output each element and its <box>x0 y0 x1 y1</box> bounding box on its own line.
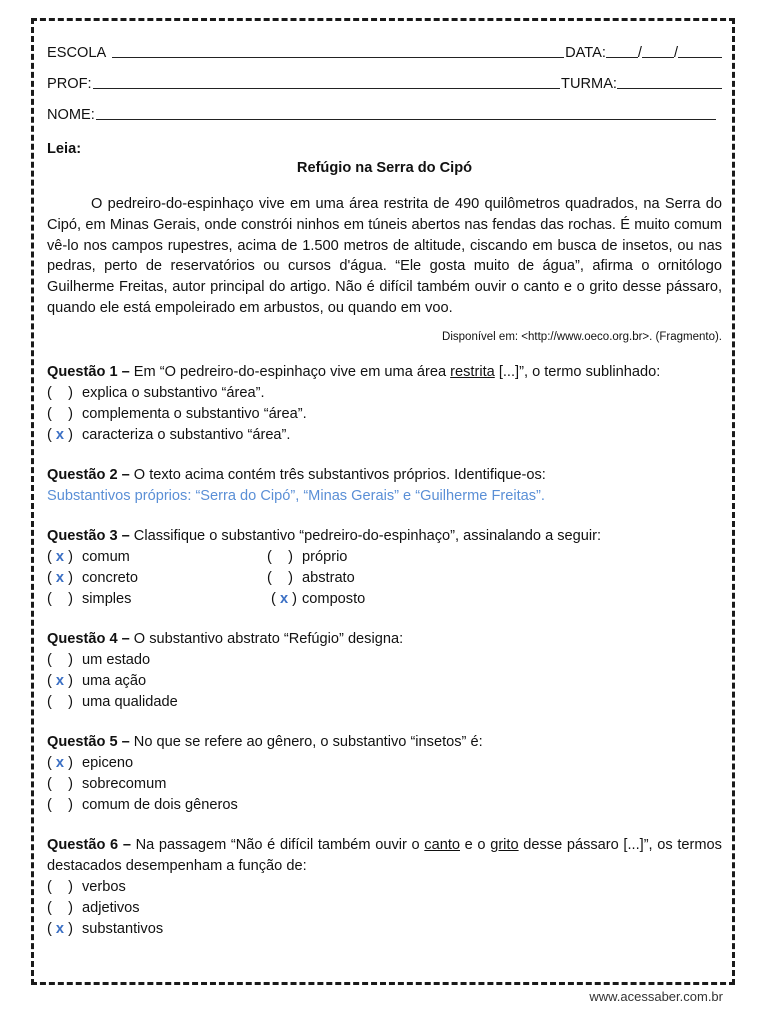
option-text: uma qualidade <box>82 693 178 710</box>
q6-option[interactable]: ( x ) substantivos <box>47 919 722 940</box>
option-text: adjetivos <box>82 899 140 916</box>
q6-text-b: e o <box>464 836 486 853</box>
q1-text-b: [...]”, o termo sublinhado: <box>498 363 661 380</box>
q6-label: Questão 6 – <box>47 836 131 853</box>
option-text: simples <box>82 590 132 607</box>
prof-line <box>47 71 722 92</box>
q5-label: Questão 5 – <box>47 733 130 750</box>
escola-line: ESCOLA DATA: / / <box>47 40 722 61</box>
q4-option[interactable]: ( x ) uma ação <box>47 671 722 692</box>
reading-paragraph: O pedreiro-do-espinhaço vive em uma área restrita de 490 quilômetros quadrados, na Serra do Cipó, em Minas Gerais, onde constrói ninhos em túneis abertos nas fendas das rochas. É muito comum vê-lo nos campos rupestres, acima de 1.500 metros de altitude, ciscando em busca de insetos, ou nas pedras, perto de reservatórios ou cursos d'água. “Ele gosta muito de água”, afirma o ornitólogo Guilherme Freitas, autor principal do artigo. Não é difícil também ouvir o canto e o grito desse pássaro, quando ele está empoleirado em arbustos, ou quando em voo. <box>47 196 722 316</box>
q3-option[interactable]: ( x ) composto <box>267 590 366 607</box>
q3-row <box>47 589 722 610</box>
date-month-field[interactable] <box>642 42 674 58</box>
option-text: sobrecomum <box>82 775 167 792</box>
q2-label: Questão 2 – <box>47 466 130 483</box>
q3-option[interactable]: ( ) simples <box>47 590 132 607</box>
checkbox-mark: x <box>55 569 65 586</box>
prof-field[interactable] <box>93 73 560 89</box>
nome-label: NOME: <box>47 107 95 123</box>
escola-label: ESCOLA <box>47 45 107 61</box>
q2-answer: Substantivos próprios: “Serra do Cipó”, “Minas Gerais” e “Guilherme Freitas”. <box>47 487 545 504</box>
option-text: caracteriza o substantivo “área”. <box>82 426 291 443</box>
question-2 <box>47 465 722 507</box>
q1-option[interactable]: ( ) explica o substantivo “área”. <box>47 383 722 404</box>
checkbox-mark: x <box>55 426 65 443</box>
q3-label: Questão 3 – <box>47 527 130 544</box>
option-text: concreto <box>82 569 138 586</box>
nome-line <box>47 102 722 123</box>
q2-text: O texto acima contém três substantivos próprios. Identifique-os: <box>133 466 546 483</box>
q5-option[interactable]: ( x ) epiceno <box>47 753 722 774</box>
checkbox-mark: x <box>55 920 65 937</box>
nome-field[interactable] <box>96 104 716 120</box>
q1-option[interactable]: ( ) complementa o substantivo “área”. <box>47 404 722 425</box>
leia-heading: Leia: <box>47 141 82 157</box>
q5-option[interactable]: ( ) sobrecomum <box>47 774 722 795</box>
q3-row <box>47 568 722 589</box>
q6-text-a: Na passagem “Não é difícil também ouvir o <box>135 836 420 853</box>
q3-text: Classifique o substantivo “pedreiro-do-espinhaço”, assinalando a seguir: <box>133 527 602 544</box>
question-4 <box>47 629 722 713</box>
checkbox-mark: x <box>55 754 65 771</box>
q6-text-c: desse pássaro [...]”, os termos destacados desempenham a função de: <box>47 836 722 874</box>
q4-option[interactable]: ( ) uma qualidade <box>47 692 722 713</box>
option-text: composto <box>302 590 366 607</box>
option-text: substantivos <box>82 920 164 937</box>
question-5 <box>47 732 722 816</box>
worksheet <box>47 40 722 940</box>
option-text: verbos <box>82 878 126 895</box>
q3-option[interactable]: ( x ) concreto <box>47 569 138 586</box>
checkbox-mark: x <box>55 672 65 689</box>
q4-text: O substantivo abstrato “Refúgio” designa: <box>133 630 404 647</box>
option-text: epiceno <box>82 754 134 771</box>
turma-field[interactable] <box>617 73 722 89</box>
text-title: Refúgio na Serra do Cipó <box>296 160 473 176</box>
option-text: próprio <box>302 548 348 565</box>
question-3 <box>47 526 722 610</box>
option-text: um estado <box>82 651 151 668</box>
q4-label: Questão 4 – <box>47 630 130 647</box>
q6-underlined-grito: grito <box>490 836 519 853</box>
option-text: explica o substantivo “área”. <box>82 384 265 401</box>
option-text: comum de dois gêneros <box>82 796 238 813</box>
q3-option[interactable]: ( ) abstrato <box>267 569 355 586</box>
date-year-field[interactable] <box>678 42 722 58</box>
q6-underlined-canto: canto <box>424 836 460 853</box>
q4-option[interactable]: ( ) um estado <box>47 650 722 671</box>
footer-url: www.acessaber.com.br <box>589 989 723 1004</box>
q1-label: Questão 1 – <box>47 363 130 380</box>
q3-row <box>47 547 722 568</box>
q3-option[interactable]: ( x ) comum <box>47 548 130 565</box>
q1-text-a: Em “O pedreiro-do-espinhaço vive em uma área <box>133 363 447 380</box>
option-text: comum <box>82 548 130 565</box>
q6-option[interactable]: ( ) adjetivos <box>47 898 722 919</box>
option-text: uma ação <box>82 672 147 689</box>
turma-label: TURMA: <box>561 76 617 92</box>
escola-field[interactable] <box>112 42 564 58</box>
option-text: abstrato <box>302 569 355 586</box>
checkbox-mark: x <box>279 590 289 607</box>
date-day-field[interactable] <box>606 42 638 58</box>
q1-underlined: restrita <box>450 363 495 380</box>
source-citation: Disponível em: <http://www.oeco.org.br>. (Fragmento). <box>442 330 722 343</box>
q3-option[interactable]: ( ) próprio <box>267 548 348 565</box>
question-6 <box>47 835 722 940</box>
option-text: complementa o substantivo “área”. <box>82 405 307 422</box>
q6-option[interactable]: ( ) verbos <box>47 877 722 898</box>
question-1 <box>47 362 722 446</box>
checkbox-mark: x <box>55 548 65 565</box>
q1-option[interactable]: ( x ) caracteriza o substantivo “área”. <box>47 425 722 446</box>
q5-text: No que se refere ao gênero, o substantivo “insetos” é: <box>133 733 483 750</box>
q5-option[interactable]: ( ) comum de dois gêneros <box>47 795 722 816</box>
data-label: DATA: <box>565 45 606 61</box>
prof-label: PROF: <box>47 76 92 92</box>
